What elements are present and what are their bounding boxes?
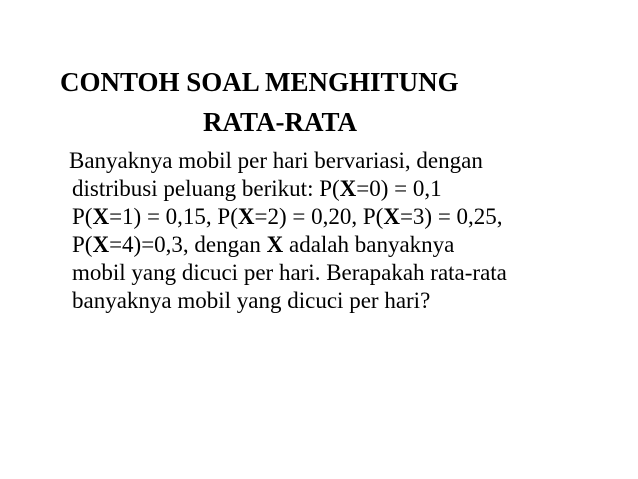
text-line-3 [72, 203, 632, 231]
text-segment: P( [72, 204, 93, 229]
variable-x: X [237, 204, 255, 229]
variable-x: X [266, 232, 284, 257]
text-line-6: banyaknya mobil yang dicuci per hari? [72, 288, 431, 313]
text-segment: adalah banyaknya [283, 232, 455, 257]
title-line-2: RATA-RATA [203, 107, 357, 137]
text-line-1: Banyaknya mobil per hari bervariasi, dengan [69, 148, 483, 173]
text-line-2 [72, 175, 632, 203]
title-line-1: CONTOH SOAL MENGHITUNG [60, 67, 459, 97]
text-line-5: mobil yang dicuci per hari. Berapakah rata-rata [72, 260, 507, 285]
text-segment: =1) = 0,15, P( [109, 204, 238, 229]
variable-x: X [383, 204, 400, 229]
problem-text [69, 147, 632, 315]
variable-x: X [92, 232, 110, 257]
variable-x: X [339, 176, 357, 201]
text-segment: distribusi peluang berikut: P( [72, 176, 340, 201]
text-segment: =0) = 0,1 [356, 176, 442, 201]
text-segment: =2) = 0,20, P( [254, 204, 384, 229]
text-segment: =3) = 0,25, [399, 204, 503, 229]
variable-x: X [92, 204, 110, 229]
slide-title [60, 62, 580, 142]
text-segment: =4)=0,3, dengan [109, 232, 267, 257]
text-segment: P( [72, 232, 93, 257]
text-line-4 [72, 231, 632, 259]
